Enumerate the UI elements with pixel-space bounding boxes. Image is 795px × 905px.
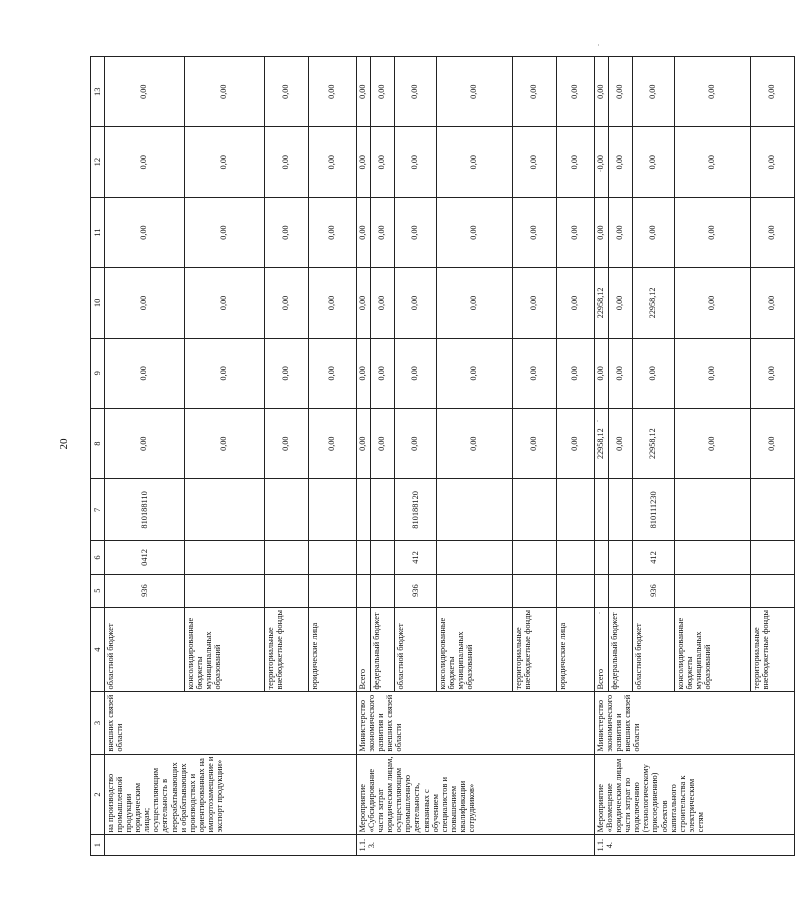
column-header: 3 (91, 692, 105, 754)
value-cell: 0,00 (557, 408, 595, 478)
funding-source-cell: областной бюджет (633, 607, 675, 692)
code-cell (595, 574, 609, 607)
value-cell: 0,00 (675, 197, 751, 267)
code-cell (265, 479, 309, 541)
code-cell: 0412 (105, 541, 185, 574)
code-cell (185, 574, 265, 607)
value-cell: 0,00 (395, 57, 437, 127)
code-cell (357, 541, 371, 574)
scan-artifact (600, 170, 601, 172)
scan-artifact (599, 612, 600, 614)
item-number-cell: 1.1.3. (357, 835, 595, 856)
column-header: 12 (91, 127, 105, 197)
code-cell (265, 541, 309, 574)
value-cell: 0,00 (265, 268, 309, 338)
value-cell: 0,00 (595, 57, 609, 127)
value-cell: 0,00 (751, 338, 795, 408)
value-cell: 0,00 (185, 338, 265, 408)
value-cell: 0,00 (751, 197, 795, 267)
value-cell: 0,00 (557, 57, 595, 127)
scan-artifact (598, 44, 599, 46)
value-cell: 0,00 (185, 127, 265, 197)
code-cell (437, 479, 513, 541)
value-cell: 0,00 (185, 197, 265, 267)
value-cell: 0,00 (105, 57, 185, 127)
value-cell: 0,00 (609, 57, 633, 127)
responsible-cell: внешних связей области (105, 692, 357, 754)
item-number-cell (105, 835, 357, 856)
code-cell: 936 (633, 574, 675, 607)
code-cell (751, 479, 795, 541)
value-cell: 0,00 (609, 127, 633, 197)
measure-name-cell: на производство промышленной продукции юридическим лицам; осуществляющим деятельность в перерабатывающих и обрабатывающих производствах и ориентированных на импортозамещение и экспорт продукции» (105, 754, 357, 835)
value-cell: 0,00 (609, 408, 633, 478)
value-cell: 0,00 (309, 408, 357, 478)
value-cell: 22958,12 (595, 268, 609, 338)
value-cell: 0,00 (265, 408, 309, 478)
value-cell: 0,00 (185, 268, 265, 338)
code-cell: 936 (105, 574, 185, 607)
funding-source-cell: юридические лица (309, 607, 357, 692)
value-cell: 0,00 (309, 127, 357, 197)
header-row (91, 57, 105, 856)
value-cell: 0,00 (751, 57, 795, 127)
funding-source-cell: территориальные внебюджетные фонды (751, 607, 795, 692)
value-cell: 0,00 (609, 197, 633, 267)
code-cell (751, 541, 795, 574)
column-header: 11 (91, 197, 105, 267)
code-cell (357, 574, 371, 607)
value-cell: 0,00 (395, 408, 437, 478)
value-cell: 0,00 (751, 268, 795, 338)
funding-source-cell: территориальные внебюджетные фонды (513, 607, 557, 692)
column-header: 13 (91, 57, 105, 127)
responsible-cell: Министерство экономического развития и внешних связей области (595, 692, 795, 754)
code-cell (675, 574, 751, 607)
code-cell (371, 479, 395, 541)
value-cell: 0,00 (595, 338, 609, 408)
value-cell: 0,00 (633, 197, 675, 267)
code-cell (357, 479, 371, 541)
value-cell: 0,00 (675, 127, 751, 197)
scan-artifact (597, 420, 598, 422)
value-cell: 0,00 (105, 127, 185, 197)
value-cell: 0,00 (357, 197, 371, 267)
value-cell: 0,00 (265, 57, 309, 127)
code-cell (557, 479, 595, 541)
value-cell: 0,00 (609, 338, 633, 408)
column-header: 5 (91, 574, 105, 607)
value-cell: 0,00 (265, 127, 309, 197)
value-cell: 0,00 (633, 127, 675, 197)
measure-name-cell: Мероприятие «Возмещение юридическим лицам части затрат по подключению (технологическому присоединению) объектов капитального строительства к электрическим сетям (595, 754, 795, 835)
code-cell: 412 (633, 541, 675, 574)
value-cell: 0,00 (675, 338, 751, 408)
value-cell: 0,00 (357, 268, 371, 338)
value-cell: 0,00 (371, 338, 395, 408)
code-cell (437, 574, 513, 607)
code-cell (595, 479, 609, 541)
value-cell: 0,00 (513, 197, 557, 267)
value-cell: 0,00 (437, 408, 513, 478)
value-cell: 0,00 (437, 268, 513, 338)
value-cell: 0,00 (265, 338, 309, 408)
column-header: 2 (91, 754, 105, 835)
item-number-cell: 1.1.4. (595, 835, 795, 856)
value-cell: 0,00 (371, 268, 395, 338)
code-cell (437, 541, 513, 574)
value-cell: 22958,12 (633, 408, 675, 478)
code-cell (675, 479, 751, 541)
value-cell: 0,00 (437, 338, 513, 408)
code-cell (609, 479, 633, 541)
value-cell: 0,00 (105, 197, 185, 267)
funding-source-cell: территориальные внебюджетные фонды (265, 607, 309, 692)
value-cell: 0,00 (633, 57, 675, 127)
funding-source-cell: юридические лица (557, 607, 595, 692)
funding-source-cell: областной бюджет (105, 607, 185, 692)
value-cell: 0,00 (675, 408, 751, 478)
code-cell (265, 574, 309, 607)
funding-source-cell: консолидированные бюджеты муниципальных образований (185, 607, 265, 692)
value-cell: 0,00 (357, 127, 371, 197)
budget-table (90, 56, 795, 856)
value-cell: 0,00 (371, 57, 395, 127)
value-cell: 0,00 (513, 268, 557, 338)
column-header: 6 (91, 541, 105, 574)
column-header: 10 (91, 268, 105, 338)
value-cell: 0,00 (513, 127, 557, 197)
value-cell: 0,00 (185, 57, 265, 127)
funding-source-cell: Всего (595, 607, 609, 692)
funding-source-cell: консолидированные бюджеты муниципальных образований (675, 607, 751, 692)
code-cell: 810111230 (633, 479, 675, 541)
funding-source-cell: Всего (357, 607, 371, 692)
code-cell (557, 541, 595, 574)
funding-source-cell: консолидированные бюджеты муниципальных образований (437, 607, 513, 692)
value-cell: 0,00 (395, 338, 437, 408)
value-cell: 0,00 (309, 57, 357, 127)
value-cell: 0,00 (557, 127, 595, 197)
value-cell: 0,00 (105, 338, 185, 408)
value-cell: 0,00 (557, 197, 595, 267)
value-cell: 0,00 (395, 197, 437, 267)
code-cell (309, 479, 357, 541)
code-cell (557, 574, 595, 607)
value-cell: 22958,12 (595, 408, 609, 478)
value-cell: 0,00 (437, 57, 513, 127)
value-cell: 0,00 (309, 197, 357, 267)
table-row (595, 57, 609, 856)
value-cell: 0,00 (371, 127, 395, 197)
page-number: 20 (58, 438, 70, 450)
code-cell (595, 541, 609, 574)
code-cell: 810188120 (395, 479, 437, 541)
value-cell: 0,00 (633, 338, 675, 408)
code-cell (371, 541, 395, 574)
code-cell (185, 541, 265, 574)
value-cell: 0,00 (395, 268, 437, 338)
value-cell: 0,00 (357, 408, 371, 478)
value-cell: 0,00 (309, 268, 357, 338)
rotated-table-wrapper (90, 56, 777, 856)
value-cell: 0,00 (675, 57, 751, 127)
value-cell: 0,00 (751, 127, 795, 197)
column-header: 8 (91, 408, 105, 478)
column-header: 1 (91, 835, 105, 856)
funding-source-cell: областной бюджет (395, 607, 437, 692)
value-cell: 0,00 (371, 197, 395, 267)
value-cell: 0,00 (751, 408, 795, 478)
value-cell: 0,00 (357, 338, 371, 408)
code-cell: 810188110 (105, 479, 185, 541)
value-cell: 0,00 (371, 408, 395, 478)
value-cell: 22958,12 (633, 268, 675, 338)
value-cell: 0,00 (437, 127, 513, 197)
code-cell (309, 541, 357, 574)
value-cell: 0,00 (557, 338, 595, 408)
table-row (105, 57, 185, 856)
column-header: 7 (91, 479, 105, 541)
value-cell: 0,00 (557, 268, 595, 338)
value-cell: 0,00 (609, 268, 633, 338)
value-cell: 0,00 (265, 197, 309, 267)
column-header: 9 (91, 338, 105, 408)
code-cell (513, 479, 557, 541)
code-cell (609, 574, 633, 607)
column-header: 4 (91, 607, 105, 692)
value-cell: 0,00 (513, 57, 557, 127)
value-cell: 0,00 (395, 127, 437, 197)
value-cell: 0,00 (675, 268, 751, 338)
value-cell: 0,00 (437, 197, 513, 267)
value-cell: 0,00 (595, 197, 609, 267)
value-cell: 0,00 (513, 408, 557, 478)
code-cell: 936 (395, 574, 437, 607)
code-cell (513, 541, 557, 574)
code-cell (513, 574, 557, 607)
measure-name-cell: Мероприятие «Субсидирование части затрат юридическим лицам, осуществляющим промышленную деятельность, связанных с обучением специалистов и повышением квалификации сотрудников» (357, 754, 595, 835)
responsible-cell: Министерство экономического развития и внешних связей области (357, 692, 595, 754)
value-cell: 0,00 (357, 57, 371, 127)
value-cell: 0,00 (595, 127, 609, 197)
value-cell: 0,00 (185, 408, 265, 478)
code-cell (675, 541, 751, 574)
value-cell: 0,00 (513, 338, 557, 408)
code-cell (371, 574, 395, 607)
value-cell: 0,00 (309, 338, 357, 408)
funding-source-cell: федеральный бюджет (609, 607, 633, 692)
code-cell (309, 574, 357, 607)
table-row (357, 57, 371, 856)
code-cell (185, 479, 265, 541)
code-cell (609, 541, 633, 574)
value-cell: 0,00 (105, 268, 185, 338)
code-cell: 412 (395, 541, 437, 574)
code-cell (751, 574, 795, 607)
funding-source-cell: федеральный бюджет (371, 607, 395, 692)
value-cell: 0,00 (105, 408, 185, 478)
